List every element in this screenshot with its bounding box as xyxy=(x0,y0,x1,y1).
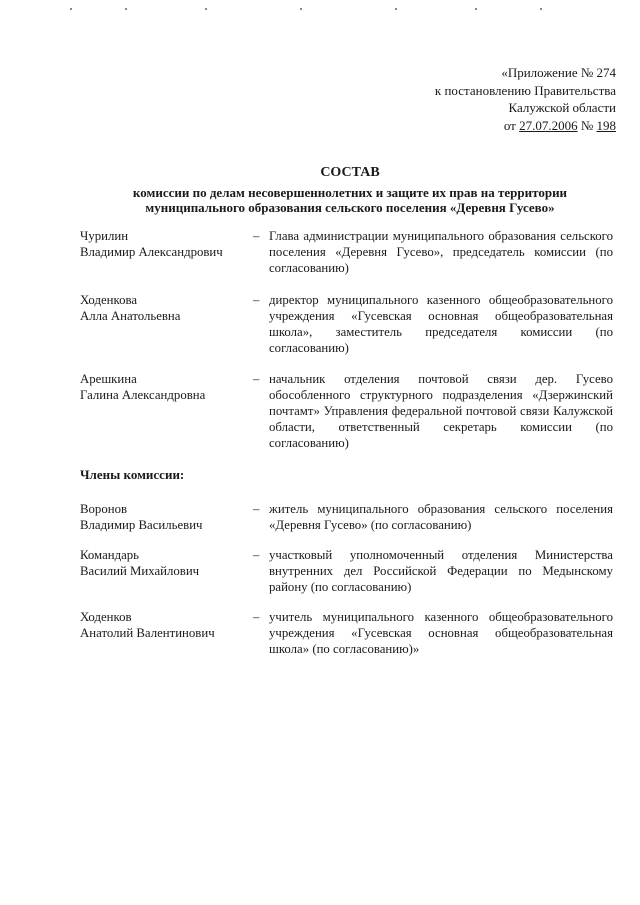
document-title: СОСТАВ xyxy=(320,165,380,180)
number-prefix: № xyxy=(577,117,597,133)
given-names: Анатолий Валентинович xyxy=(80,626,215,640)
given-names: Василий Михайлович xyxy=(80,564,200,578)
surname: Командарь xyxy=(80,548,140,562)
date-prefix: от xyxy=(503,117,520,133)
surname: Чурилин xyxy=(80,229,129,243)
position-description: участковый уполномоченный отделения Министерства внутренних дел Российской Федерации по Медынскому району (по согласованию) xyxy=(269,548,613,594)
entry-dash: – xyxy=(253,548,260,562)
scan-artifact-dots xyxy=(0,4,640,16)
person-name xyxy=(80,501,250,533)
appendix-date-line xyxy=(435,117,616,135)
entry-dash: – xyxy=(253,229,260,243)
given-names: Галина Александровна xyxy=(80,388,206,402)
given-names: Владимир Александрович xyxy=(80,245,223,259)
entry-dash: – xyxy=(253,610,260,624)
entry-dash: – xyxy=(253,293,260,307)
surname: Ходенков xyxy=(80,610,132,624)
entry-dash: – xyxy=(253,372,260,386)
position-description: Глава администрации муниципального образования сельского поселения «Деревня Гусево», председатель комиссии (по согласованию) xyxy=(269,229,613,275)
appendix-number: 198 xyxy=(596,117,616,133)
person-name xyxy=(80,292,250,324)
document-heading xyxy=(80,165,620,216)
position-description: учитель муниципального казенного общеобразовательного учреждения «Гусевская основная общеобразовательная школа» (по согласованию)» xyxy=(269,610,613,656)
person-name xyxy=(80,228,250,260)
surname: Воронов xyxy=(80,502,128,516)
appendix-date: 27.07.2006 xyxy=(519,117,578,133)
appendix-line-3: Калужской области xyxy=(508,100,616,115)
members-section-heading: Члены комиссии: xyxy=(80,467,185,482)
given-names: Владимир Васильевич xyxy=(80,518,203,532)
person-name xyxy=(80,547,250,579)
appendix-header xyxy=(435,64,616,134)
surname: Ходенкова xyxy=(80,293,138,307)
person-name xyxy=(80,609,250,641)
given-names: Алла Анатольевна xyxy=(80,309,181,323)
appendix-line-2: к постановлению Правительства xyxy=(434,82,616,98)
position-description: директор муниципального казенного общеобразовательного учреждения «Гусевская основная общеобразовательная школа», заместитель председателя комиссии (по согласованию) xyxy=(269,293,613,355)
person-name xyxy=(80,371,250,403)
document-subtitle-line-2: муниципального образования сельского поселения «Деревня Гусево» xyxy=(145,200,555,215)
entry-dash: – xyxy=(253,502,260,516)
document-subtitle-line-1: комиссии по делам несовершеннолетних и защите их прав на территории xyxy=(132,184,568,200)
surname: Арешкина xyxy=(80,372,137,386)
position-description: начальник отделения почтовой связи дер. Гусево обособленного структурного подразделения «Дзержинский почтамт» Управления федеральной почтовой связи Калужской области, ответственный секретарь комиссии (по согласованию) xyxy=(269,372,613,450)
appendix-line-1: «Приложение № 274 xyxy=(501,65,616,80)
position-description: житель муниципального образования сельского поселения «Деревня Гусево» (по согласованию) xyxy=(269,502,613,532)
